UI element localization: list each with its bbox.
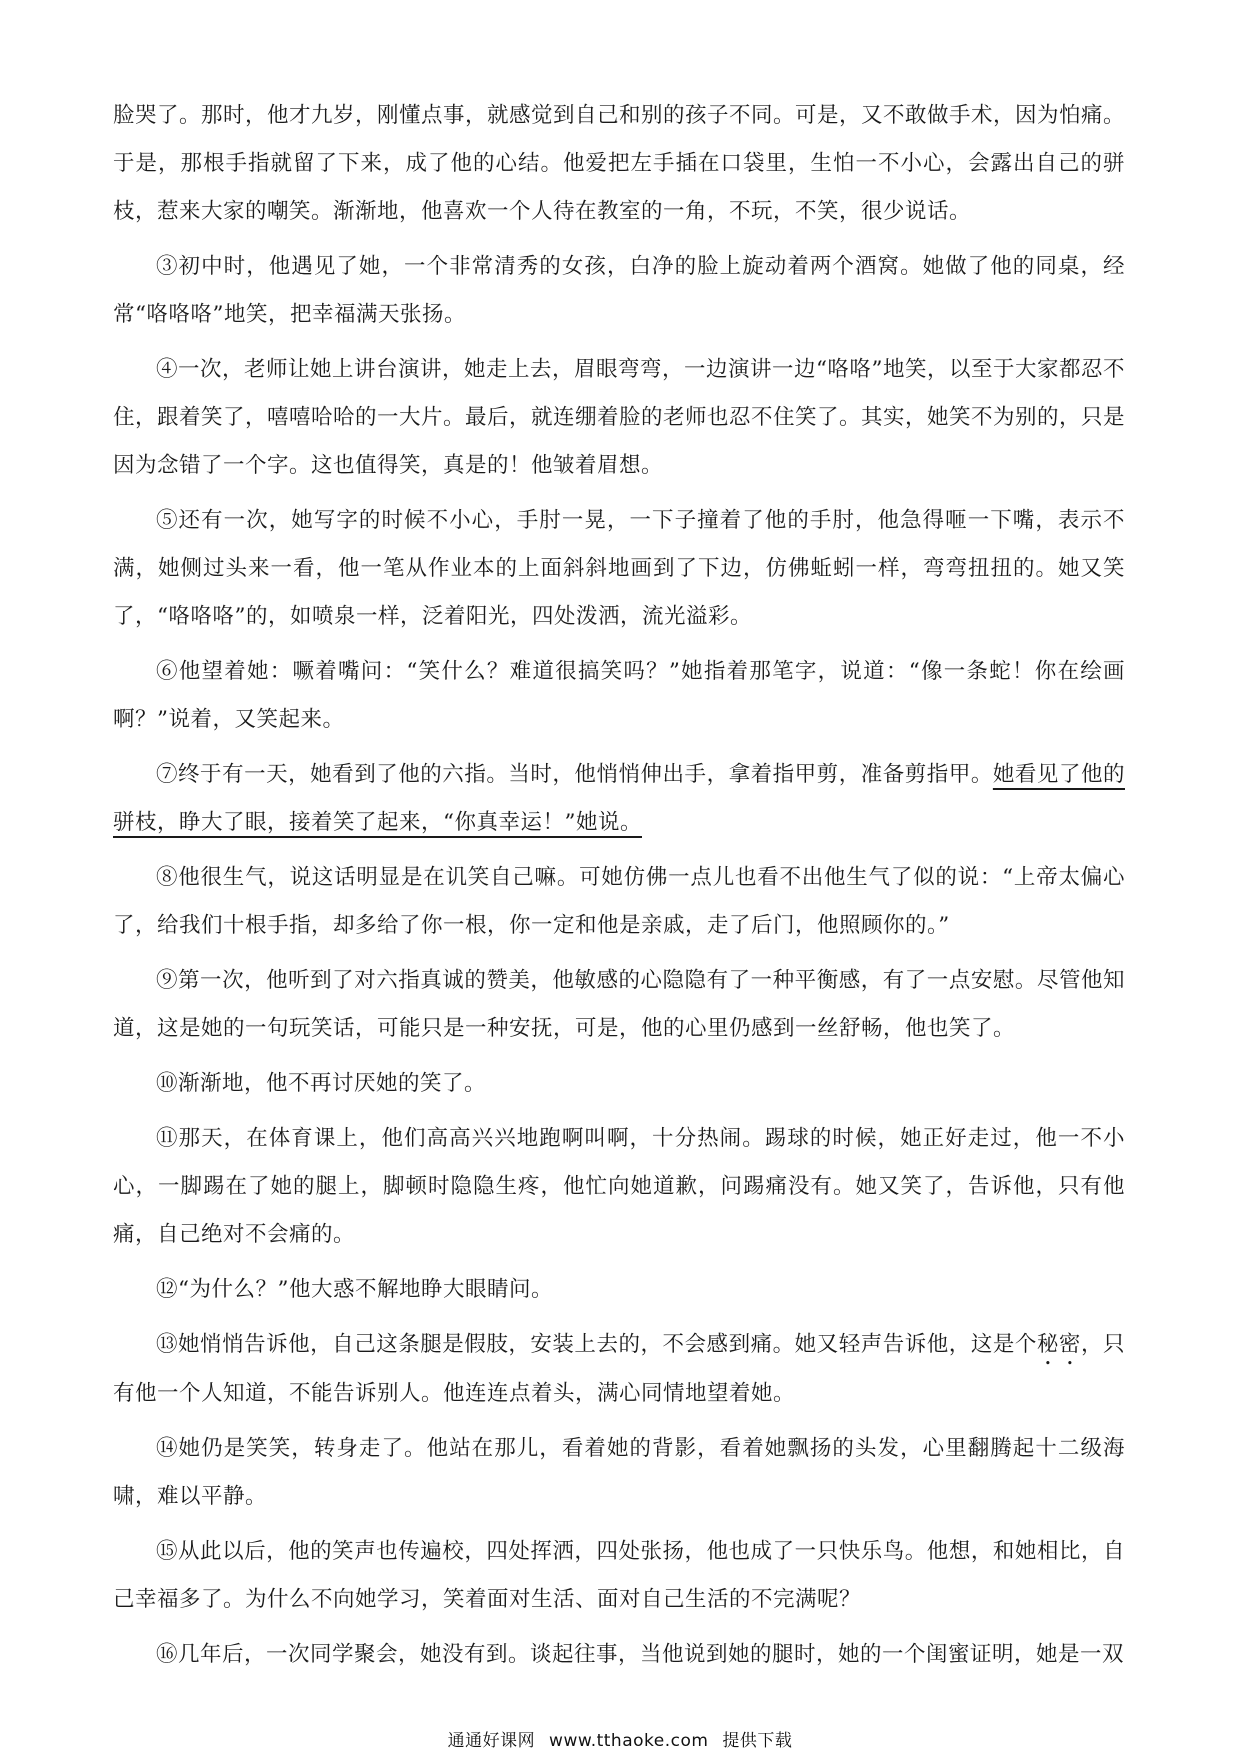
paragraph-7 — [113, 751, 1125, 847]
paragraph-9: ⑨第一次，他听到了对六指真诚的赞美，他敏感的心隐隐有了一种平衡感，有了一点安慰。尽管他知道，这是她的一句玩笑话，可能只是一种安抚，可是，他的心里仍感到一丝舒畅，他也笑了。 — [113, 968, 1125, 1041]
paragraph-4: ④一次，老师让她上讲台演讲，她走上去，眉眼弯弯，一边演讲一边“咯咯”地笑，以至于大家都忍不住，跟着笑了，嘻嘻哈哈的一大片。最后，就连绷着脸的老师也忍不住笑了。其实，她笑不为别的，只是因为念错了一个字。这也值得笑，真是的！他皱着眉想。 — [113, 357, 1126, 478]
paragraph-12: ⑫“为什么？”他大惑不解地睁大眼睛问。 — [156, 1277, 553, 1302]
paragraph-continued: 脸哭了。那时，他才九岁，刚懂点事，就感觉到自己和别的孩子不同。可是，又不敢做手术，因为怕痛。于是，那根手指就留了下来，成了他的心结。他爱把左手插在口袋里，生怕一不小心，会露出自己的骈枝，惹来大家的嘲笑。渐渐地，他喜欢一个人待在教室的一角，不玩，不笑，很少说话。 — [113, 103, 1126, 224]
footer-site-name: 通通好课网 — [447, 1731, 536, 1751]
paragraph-10: ⑩渐渐地，他不再讨厌她的笑了。 — [156, 1071, 487, 1096]
paragraph-16: ⑯几年后，一次同学聚会，她没有到。谈起往事，当他说到她的腿时，她的一个闺蜜证明，她是一双 — [156, 1642, 1125, 1667]
article-body — [113, 92, 1125, 1686]
paragraph-6: ⑥他望着她：噘着嘴问：“笑什么？难道很搞笑吗？”她指着那笔字，说道：“像一条蛇！你在绘画啊？”说着，又笑起来。 — [113, 659, 1125, 732]
paragraph-15: ⑮从此以后，他的笑声也传遍校，四处挥洒，四处张扬，他也成了一只快乐鸟。他想，和她相比，自己幸福多了。为什么不向她学习，笑着面对生活、面对自己生活的不完满呢？ — [113, 1539, 1125, 1612]
dotted-emphasis-word: 秘密 — [1036, 1332, 1081, 1357]
paragraph-3: ③初中时，他遇见了她，一个非常清秀的女孩，白净的脸上旋动着两个酒窝。她做了他的同桌，经常“咯咯咯”地笑，把幸福满天张扬。 — [113, 254, 1125, 327]
footer-tail: 提供下载 — [722, 1731, 793, 1751]
paragraph-8: ⑧他很生气，说这话明显是在讥笑自己嘛。可她仿佛一点儿也看不出他生气了似的说：“上帝太偏心了，给我们十根手指，却多给了你一根，你一定和他是亲戚，走了后门，他照顾你的。” — [113, 865, 1125, 938]
paragraph-13-text-b: ，只有他一个人知道，不能告诉别人。他连连点着头，满心同情地望着她。 — [113, 1332, 1125, 1406]
underlined-sentence: 她看见了他的骈枝，睁大了眼，接着笑了起来，“你真幸运！”她说。 — [113, 762, 1125, 835]
paragraph-5: ⑤还有一次，她写字的时候不小心，手肘一晃，一下子撞着了他的手肘，他急得咂一下嘴，表示不满，她侧过头来一看，他一笔从作业本的上面斜斜地画到了下边，仿佛蚯蚓一样，弯弯扭扭的。她又笑了，“咯咯咯”的，如喷泉一样，泛着阳光，四处泼洒，流光溢彩。 — [113, 508, 1125, 629]
paragraph-13-text-a: ⑬她悄悄告诉他，自己这条腿是假肢，安装上去的，不会感到痛。她又轻声告诉他，这是个 — [156, 1332, 1037, 1357]
page-footer — [0, 1726, 1240, 1751]
paragraph-7-text: ⑦终于有一天，她看到了他的六指。当时，他悄悄伸出手，拿着指甲剪，准备剪指甲。 — [156, 762, 993, 787]
paragraph-11: ⑪那天，在体育课上，他们高高兴兴地跑啊叫啊，十分热闹。踢球的时候，她正好走过，他一不小心，一脚踢在了她的腿上，脚顿时隐隐生疼，他忙向她道歉，问踢痛没有。她又笑了，告诉他，只有他痛，自己绝对不会痛的。 — [113, 1126, 1125, 1247]
paragraph-14: ⑭她仍是笑笑，转身走了。他站在那儿，看着她的背影，看着她飘扬的头发，心里翻腾起十二级海啸，难以平静。 — [113, 1436, 1125, 1509]
footer-site-url: www.tthaoke.com — [549, 1731, 709, 1751]
paragraph-13 — [113, 1321, 1125, 1418]
